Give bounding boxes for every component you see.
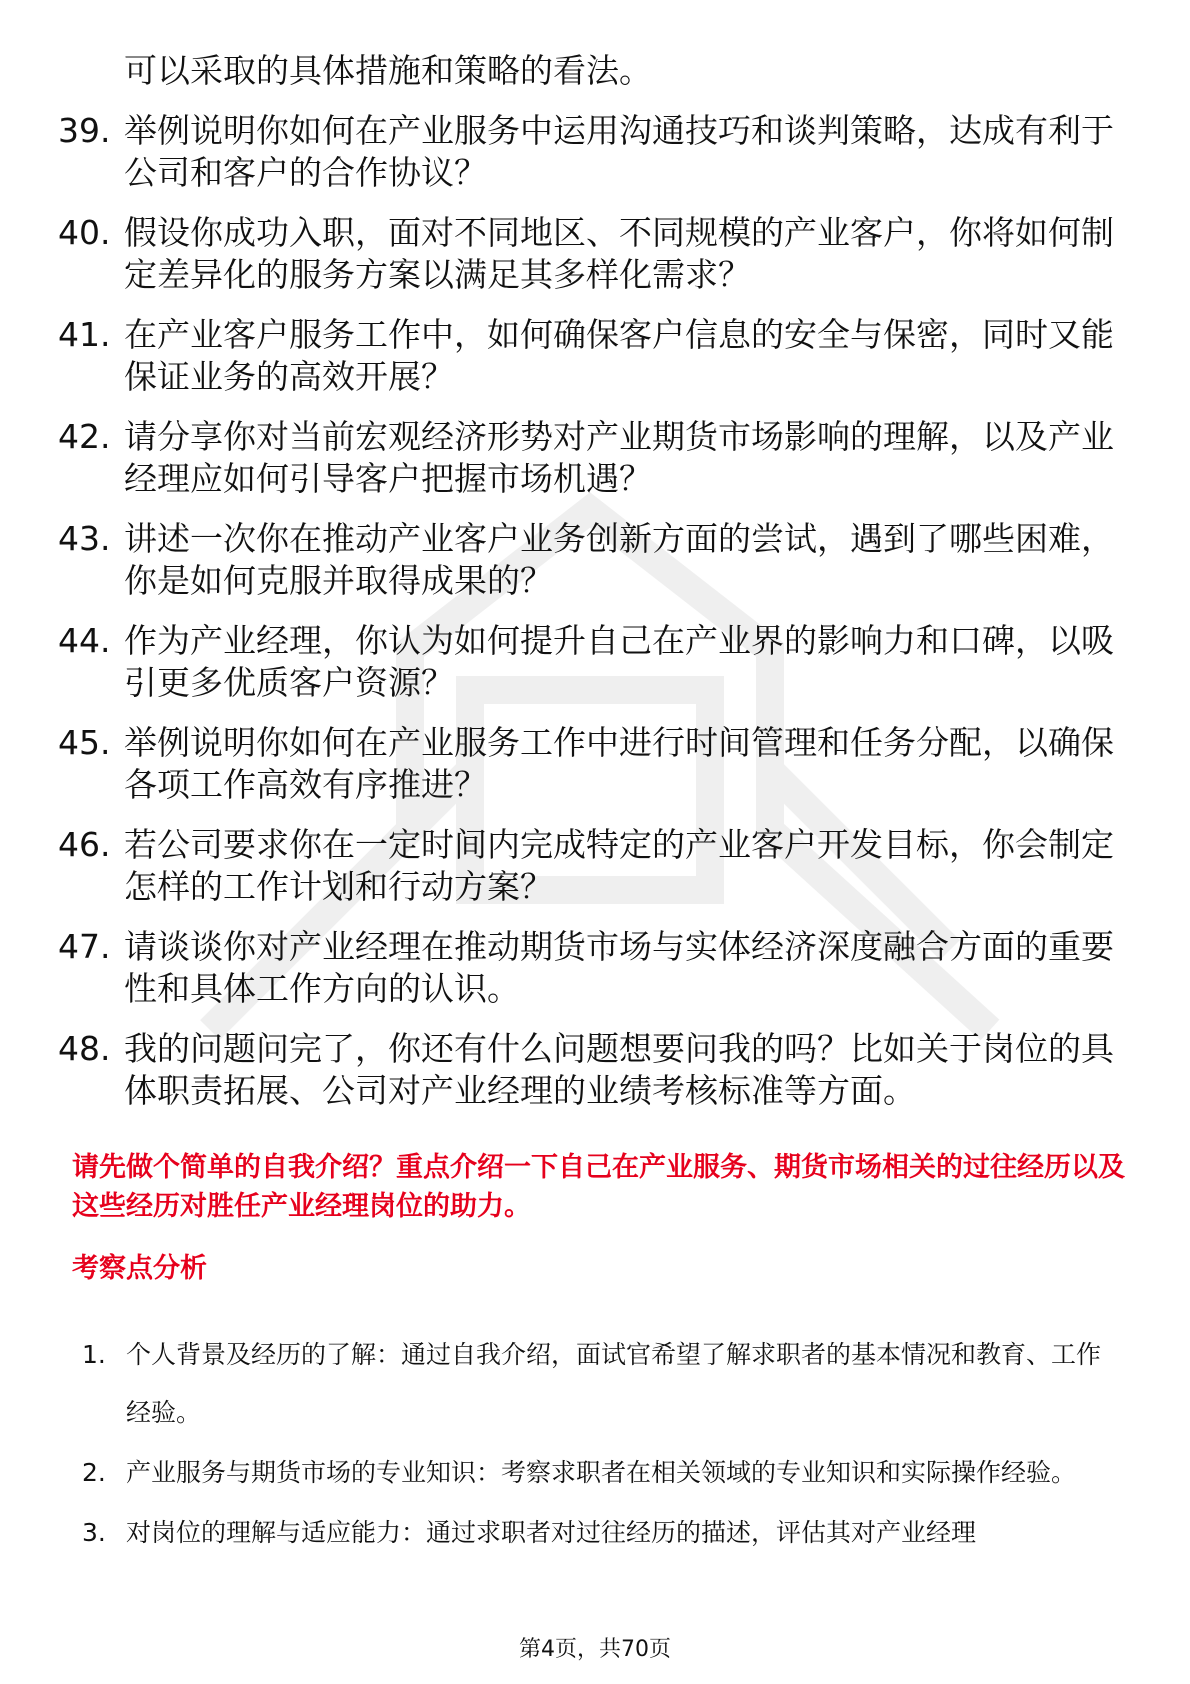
question-text: 举例说明你如何在产业服务工作中进行时间管理和任务分配，以确保各项工作高效有序推进？ (124, 723, 1114, 804)
question-text: 作为产业经理，你认为如何提升自己在产业界的影响力和口碑，以吸引更多优质客户资源？ (124, 621, 1114, 702)
analysis-title: 考察点分析 (72, 1253, 207, 1284)
question-text: 假设你成功入职，面对不同地区、不同规模的产业客户，你将如何制定差异化的服务方案以满足其多样化需求？ (124, 213, 1114, 294)
question-number: 45. (58, 723, 111, 762)
question-text: 请谈谈你对产业经理在推动期货市场与实体经济深度融合方面的重要性和具体工作方向的认识。 (124, 927, 1114, 1008)
question-text: 在产业客户服务工作中，如何确保客户信息的安全与保密，同时又能保证业务的高效开展？ (124, 315, 1114, 396)
question-text: 若公司要求你在一定时间内完成特定的产业客户开发目标，你会制定怎样的工作计划和行动方案？ (124, 825, 1114, 906)
question-item (58, 824, 1128, 908)
question-number: 46. (58, 825, 111, 864)
page-footer: 第4页，共70页 (519, 1637, 671, 1662)
question-item (58, 926, 1128, 1010)
question-item (58, 722, 1128, 806)
question-text: 举例说明你如何在产业服务中运用沟通技巧和谈判策略，达成有利于公司和客户的合作协议？ (124, 111, 1114, 192)
analysis-text: 对岗位的理解与适应能力：通过求职者对过往经历的描述，评估其对产业经理 (126, 1518, 977, 1547)
analysis-item (82, 1444, 1112, 1502)
analysis-list (82, 1326, 1112, 1564)
question-number: 47. (58, 927, 111, 966)
analysis-number: 3. (82, 1518, 106, 1547)
question-item (58, 416, 1128, 500)
question-continuation: 可以采取的具体措施和策略的看法。 (124, 51, 652, 90)
question-item (58, 212, 1128, 296)
question-text: 请分享你对当前宏观经济形势对产业期货市场影响的理解，以及产业经理应如何引导客户把握市场机遇？ (124, 417, 1114, 498)
question-item (58, 1028, 1128, 1112)
question-number: 43. (58, 519, 111, 558)
analysis-item (82, 1326, 1112, 1442)
question-item (58, 110, 1128, 194)
intro-question-heading: 请先做个简单的自我介绍？重点介绍一下自己在产业服务、期货市场相关的过往经历以及这些经历对胜任产业经理岗位的助力。 (72, 1152, 1125, 1222)
analysis-number: 2. (82, 1458, 106, 1487)
question-item (58, 620, 1128, 704)
question-number: 41. (58, 315, 111, 354)
question-text: 讲述一次你在推动产业客户业务创新方面的尝试，遇到了哪些困难，你是如何克服并取得成果的？ (124, 519, 1114, 600)
question-number: 44. (58, 621, 111, 660)
question-item (58, 314, 1128, 398)
question-list (58, 50, 1128, 1130)
question-number: 39. (58, 111, 111, 150)
analysis-text: 产业服务与期货市场的专业知识：考察求职者在相关领域的专业知识和实际操作经验。 (126, 1458, 1077, 1487)
question-number: 48. (58, 1029, 111, 1068)
question-text: 我的问题问完了，你还有什么问题想要问我的吗？比如关于岗位的具体职责拓展、公司对产业经理的业绩考核标准等方面。 (124, 1029, 1114, 1110)
analysis-item (82, 1504, 1112, 1562)
analysis-text: 个人背景及经历的了解：通过自我介绍，面试官希望了解求职者的基本情况和教育、工作经验。 (126, 1340, 1102, 1427)
question-number: 40. (58, 213, 111, 252)
analysis-number: 1. (82, 1340, 106, 1369)
question-item (58, 518, 1128, 602)
question-number: 42. (58, 417, 111, 456)
